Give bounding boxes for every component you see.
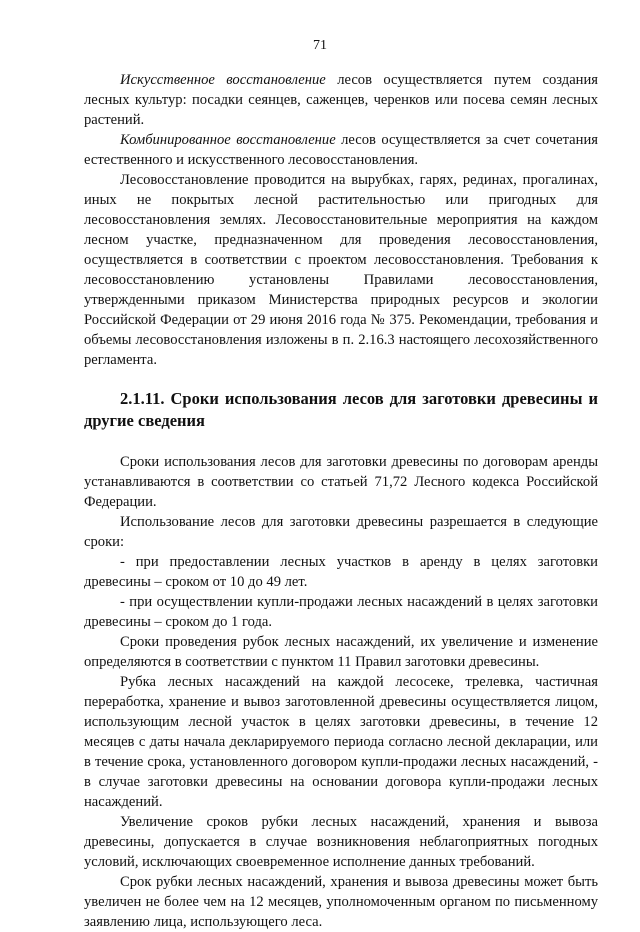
- section-heading: 2.1.11. Сроки использования лесов для заготовки древесины и другие сведения: [84, 389, 598, 430]
- document-body: [84, 70, 598, 932]
- paragraph: Сроки проведения рубок лесных насаждений, их увеличение и изменение определяются в соответствии с пунктом 11 Правил заготовки древесины.: [84, 634, 598, 670]
- paragraph: Сроки использования лесов для заготовки древесины по договорам аренды устанавливаются в соответствии со статьей 71,72 Лесного кодекса Российской Федерации.: [84, 454, 598, 510]
- page-number: 71: [313, 38, 327, 53]
- paragraph: Увеличение сроков рубки лесных насаждений, хранения и вывоза древесины, допускается в случае возникновения неблагоприятных погодных условий, исключающих своевременное исполнение данных требований.: [84, 814, 598, 870]
- list-item: - при осуществлении купли-продажи лесных насаждений в целях заготовки древесины – сроком до 1 года.: [84, 594, 598, 630]
- paragraph: Срок рубки лесных насаждений, хранения и вывоза древесины может быть увеличен не более чем на 12 месяцев, уполномоченным органом по письменному заявлению лица, использующего леса.: [84, 874, 598, 930]
- paragraph-combined-restoration: [84, 130, 598, 170]
- list-item: - при предоставлении лесных участков в аренду в целях заготовки древесины – сроком от 10 до 49 лет.: [84, 554, 598, 590]
- paragraph-text: лесов осуществляется путем создания лесных культур: посадки сеянцев, саженцев, черенков или посева семян лесных растений.: [84, 72, 599, 128]
- paragraph-artificial-restoration: [84, 70, 598, 130]
- term-artificial-restoration: Искусственное восстановление: [120, 72, 326, 88]
- paragraph: Рубка лесных насаждений на каждой лесосеке, трелевка, частичная переработка, хранение и вывоз заготовленной древесины осуществляется лицом, использующим лесной участок в целях заготовки древесины, в течение 12 месяцев с даты начала декларируемого периода согласно лесной декларации, или в течение срока, установленного договором купли-продажи лесных насаждений, - в случае заготовки древесины на основании договора купли-продажи лесных насаждений.: [84, 674, 598, 810]
- paragraph-text: Лесовосстановление проводится на вырубках, гарях, рединах, прогалинах, иных не покрытых лесной растительностью или пригодных для лесовосстановления землях. Лесовосстановительные мероприятия на каждом лесном участке, предназначенном для проведения лесовосстановления, осуществляется в соответствии с проектом лесовосстановления. Требования к лесовосстановлению установлены Правилами лесовосстановления, утвержденными приказом Министерства природных ресурсов и экологии Российской Федерации от 29 июня 2016 года № 375. Рекомендации, требования и объемы лесовосстановления изложены в п. 2.16.3 настоящего лесохозяйственного регламента.: [84, 172, 598, 368]
- paragraph-text: лесов осуществляется за счет сочетания естественного и искусственного лесовосстановления.: [84, 132, 598, 168]
- term-combined-restoration: Комбинированное восстановление: [120, 132, 336, 148]
- paragraph: Использование лесов для заготовки древесины разрешается в следующие сроки:: [84, 514, 598, 550]
- paragraph-reforestation: [84, 170, 598, 370]
